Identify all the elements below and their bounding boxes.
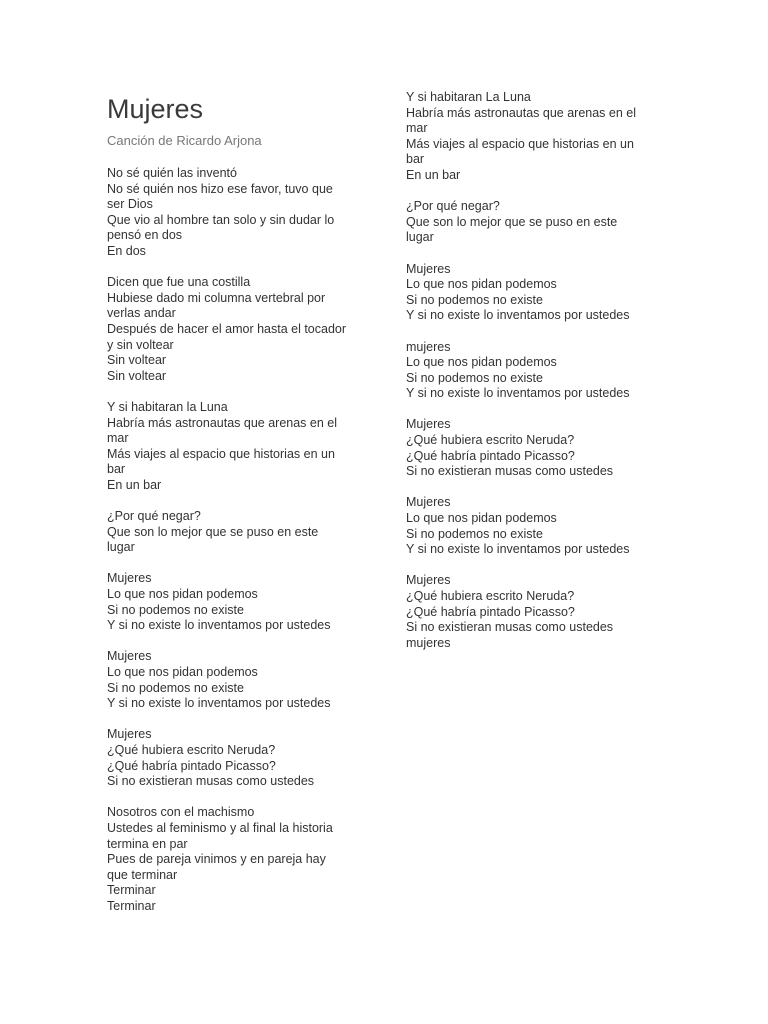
lyric-line: Mujeres	[406, 261, 451, 276]
lyric-line: Y si no existe lo inventamos por ustedes	[406, 308, 630, 323]
lyric-line: Terminar	[107, 883, 156, 898]
lyric-line: Y si no existe lo inventamos por ustedes	[406, 542, 630, 557]
left-stanzas	[107, 166, 367, 915]
lyric-line: Si no podemos no existe	[406, 292, 543, 307]
stanza	[107, 509, 367, 556]
lyric-line: ser Dios	[107, 197, 153, 212]
lyric-line: pensó en dos	[107, 228, 183, 243]
stanza	[406, 340, 661, 402]
lyric-line: ¿Qué habría pintado Picasso?	[107, 758, 276, 773]
lyric-line: ¿Qué hubiera escrito Neruda?	[107, 742, 276, 757]
lyric-line: Ustedes al feminismo y al final la historia	[107, 820, 333, 835]
page-title: Mujeres	[107, 94, 204, 124]
stanza	[107, 649, 367, 711]
lyric-line: Si no existieran musas como ustedes	[406, 620, 614, 635]
lyric-line: lugar	[107, 540, 135, 555]
lyric-line: Pues de pareja vinimos y en pareja hay	[107, 852, 326, 867]
lyric-line: ¿Qué habría pintado Picasso?	[406, 448, 575, 463]
lyric-line: Y si no existe lo inventamos por ustedes	[406, 386, 630, 401]
lyric-line: Lo que nos pidan podemos	[107, 587, 258, 602]
lyric-line: Mujeres	[406, 417, 451, 432]
lyric-line: y sin voltear	[107, 337, 174, 352]
lyric-line: Más viajes al espacio que historias en un	[406, 136, 634, 151]
lyric-line: verlas andar	[107, 306, 176, 321]
lyric-line: En un bar	[406, 167, 461, 182]
lyric-line: Que son lo mejor que se puso en este	[406, 214, 618, 229]
lyric-line: Hubiese dado mi columna vertebral por	[107, 290, 326, 305]
lyric-line: Si no podemos no existe	[406, 526, 543, 541]
stanza	[406, 417, 661, 479]
lyric-line: Y si no existe lo inventamos por ustedes	[107, 696, 331, 711]
lyric-line: Mujeres	[107, 649, 152, 664]
lyric-line: Si no existieran musas como ustedes	[406, 464, 614, 479]
stanza	[406, 495, 661, 557]
lyric-line: termina en par	[107, 836, 188, 851]
lyric-line: Después de hacer el amor hasta el tocador	[107, 321, 347, 336]
lyric-line: Más viajes al espacio que historias en un	[107, 446, 335, 461]
lyric-line: Si no podemos no existe	[107, 680, 244, 695]
lyric-line: Lo que nos pidan podemos	[107, 665, 258, 679]
lyric-line: mujeres	[406, 635, 451, 650]
lyric-line: Y si no existe lo inventamos por ustedes	[107, 618, 331, 633]
lyric-line: que terminar	[107, 867, 178, 882]
stanza	[107, 166, 367, 260]
song-subtitle: Canción de Ricardo Arjona	[107, 133, 262, 148]
lyric-line: Terminar	[107, 898, 156, 913]
lyric-line: Mujeres	[107, 571, 152, 586]
lyric-line: ¿Qué hubiera escrito Neruda?	[406, 433, 575, 448]
lyric-line: Si no podemos no existe	[107, 602, 244, 617]
lyric-line: ¿Qué habría pintado Picasso?	[406, 604, 575, 619]
lyric-line: Lo que nos pidan podemos	[406, 511, 557, 526]
lyric-line: Lo que nos pidan podemos	[406, 277, 557, 292]
lyric-line: ¿Por qué negar?	[107, 509, 201, 524]
lyric-line: No sé quién nos hizo ese favor, tuvo que	[107, 181, 333, 196]
stanza	[406, 199, 661, 246]
right-stanzas	[406, 90, 661, 651]
right-column	[406, 90, 661, 667]
lyric-line: No sé quién las inventó	[107, 166, 237, 180]
lyric-line: mar	[107, 431, 129, 446]
lyric-line: Que son lo mejor que se puso en este	[107, 524, 319, 539]
lyric-line: Y si habitaran la Luna	[107, 399, 228, 414]
stanza	[107, 400, 367, 494]
lyric-line: Mujeres	[107, 727, 152, 742]
lyric-line: mujeres	[406, 339, 451, 354]
lyric-line: Sin voltear	[107, 368, 167, 383]
lyric-line: ¿Qué hubiera escrito Neruda?	[406, 589, 575, 603]
left-column	[107, 90, 367, 930]
lyric-line: Si no podemos no existe	[406, 370, 543, 385]
lyric-line: Habría más astronautas que arenas en el	[107, 415, 337, 430]
lyric-line: Lo que nos pidan podemos	[406, 355, 557, 370]
lyric-line: En dos	[107, 243, 146, 258]
lyric-line: Que vio al hombre tan solo y sin dudar lo	[107, 212, 335, 227]
lyric-line: Mujeres	[406, 495, 451, 510]
stanza	[107, 275, 367, 384]
stanza	[107, 727, 367, 789]
stanza	[406, 90, 661, 184]
stanza	[107, 805, 367, 914]
lyric-line: Mujeres	[406, 573, 451, 588]
lyric-line: Sin voltear	[107, 353, 167, 368]
lyric-line: lugar	[406, 230, 434, 245]
stanza	[406, 573, 661, 651]
stanza	[406, 262, 661, 324]
lyric-line: Dicen que fue una costilla	[107, 275, 251, 290]
lyric-line: bar	[107, 462, 126, 477]
lyric-line: Habría más astronautas que arenas en el	[406, 105, 636, 120]
lyric-line: ¿Por qué negar?	[406, 199, 500, 214]
lyric-line: bar	[406, 152, 425, 167]
lyric-line: En un bar	[107, 477, 162, 492]
lyric-line: mar	[406, 121, 428, 136]
lyric-line: Nosotros con el machismo	[107, 805, 255, 820]
lyric-line: Y si habitaran La Luna	[406, 90, 531, 104]
lyric-line: Si no existieran musas como ustedes	[107, 774, 315, 789]
stanza	[107, 571, 367, 633]
